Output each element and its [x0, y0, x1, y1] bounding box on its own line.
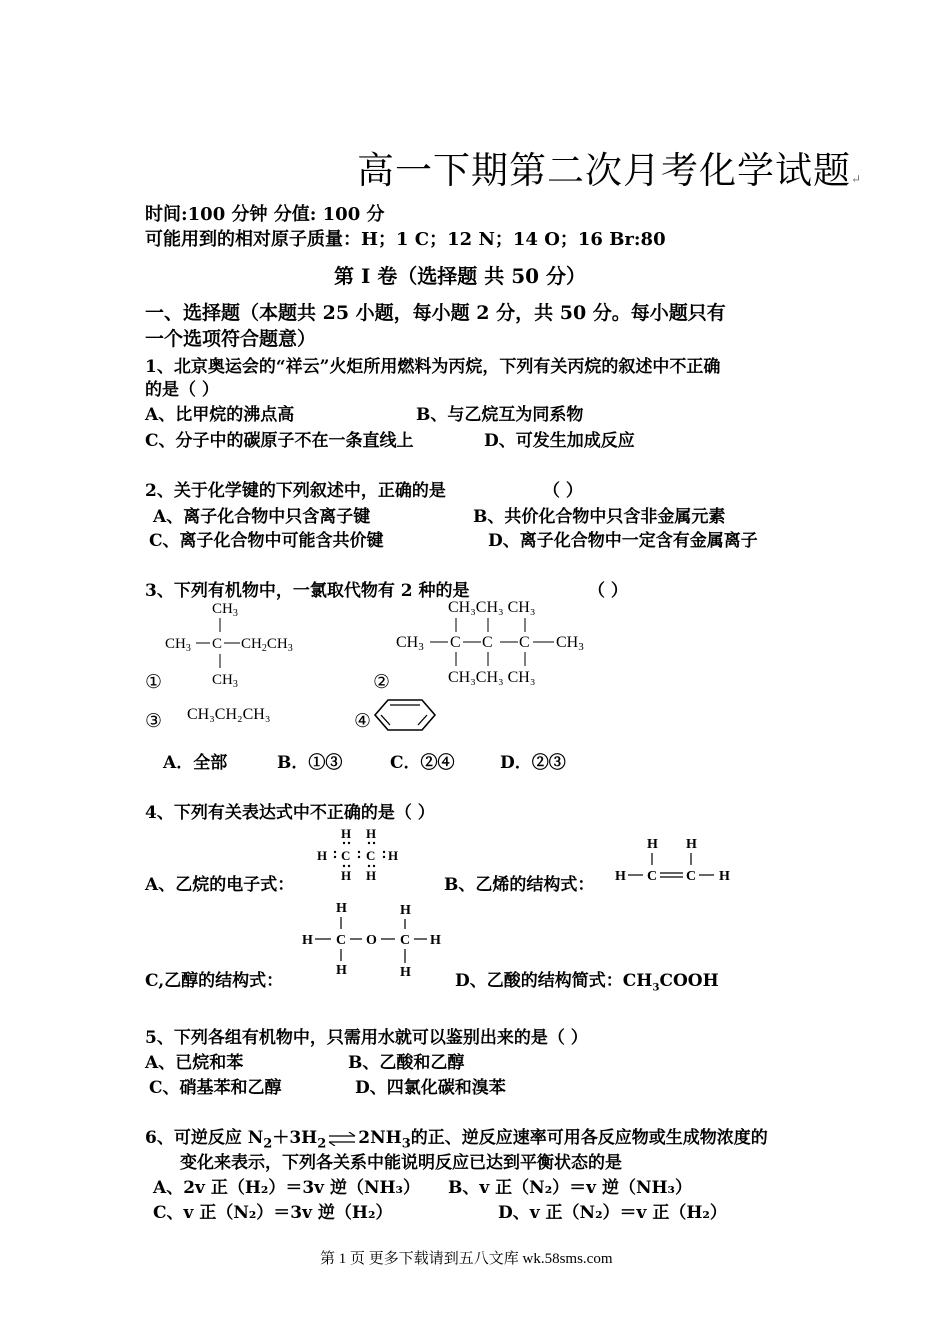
q1-option-c: C、分子中的碳原子不在一条直线上 [145, 431, 414, 451]
instructions-line1: 一、选择题（本题共 25 小题，每小题 2 分，共 50 分。每小题只有 [145, 302, 726, 324]
s1-center-carbon: C [212, 636, 223, 652]
atom-h: H [302, 933, 313, 948]
atom-h: H [615, 869, 626, 884]
q3-label-2: ② [373, 671, 391, 693]
q4-option-c: C,乙醇的结构式： [145, 971, 284, 991]
formula-part: COOH [659, 971, 719, 991]
s2-carbon-2: C [482, 634, 493, 651]
q2-option-c: C、离子化合物中可能含共价键 [149, 531, 384, 551]
atom-h: H [336, 901, 347, 916]
q3-bracket: （ ） [588, 581, 628, 601]
q3-structure-3: CH₃CH₂CH₃ [187, 706, 271, 723]
page-footer: 第 1 页 更多下载请到五八文库 wk.58sms.com [320, 1251, 613, 1267]
q4-ethane-electron-formula [310, 820, 410, 886]
q1-option-a: A、比甲烷的沸点高 [145, 405, 295, 425]
q3-stem: 3、下列有机物中，一氯取代物有 2 种的是 [145, 581, 470, 601]
q3-structure-2 [394, 594, 604, 690]
q1-stem-line2: 的是（ ） [145, 380, 219, 400]
q2-bracket: （ ） [543, 481, 583, 501]
atomic-masses: 可能用到的相对原子质量：H；1 C；12 N；14 O；16 Br:80 [145, 229, 666, 250]
exam-time-score: 时间:100 分钟 分值: 100 分 [145, 204, 385, 225]
s2-right-group: CH3 [556, 634, 584, 653]
q4-ethanol-structure [298, 896, 458, 984]
s2-top-groups: CH₃CH₃ CH₃ [448, 599, 536, 616]
formula-part: CH [622, 971, 653, 991]
s2-bottom-groups: CH₃CH₃ CH₃ [448, 669, 536, 686]
s1-right-group: $CH_2CH_3$ [241, 636, 293, 654]
q5-option-c: C、硝基苯和乙醇 [149, 1078, 282, 1098]
q4-option-b: B、乙烯的结构式： [444, 875, 595, 895]
q5-stem: 5、下列各组有机物中，只需用水就可以鉴别出来的是（ ） [145, 1028, 588, 1048]
s1-bottom-group: $CH_3$ [212, 672, 238, 690]
atom-h: H [400, 965, 411, 980]
q3-label-1: ① [145, 671, 163, 693]
atom-h: H [430, 933, 441, 948]
atom-h: H [366, 826, 377, 841]
q2-option-d: D、离子化合物中一定含有金属离子 [488, 531, 758, 551]
q4-option-d-text: D、乙酸的结构简式： [455, 971, 623, 991]
q3-option-c: C．②④ [390, 753, 455, 773]
atom-c: C [366, 848, 376, 863]
q3-label-4: ④ [354, 710, 372, 732]
s1-top-group: $CH_3$ [212, 601, 238, 619]
atom-c: C [336, 933, 347, 948]
section-title: 第 I 卷（选择题 共 50 分） [334, 264, 587, 288]
atom-h: H [647, 837, 658, 852]
q6-text: ＋3H [272, 1128, 318, 1148]
atom-c: C [400, 933, 411, 948]
q2-option-b: B、共价化合物中只含非金属元素 [473, 507, 726, 527]
s2-carbon-3: C [519, 634, 530, 651]
q3-option-d: D．②③ [500, 753, 566, 773]
q4-option-a: A、乙烷的电子式： [145, 875, 295, 895]
q6-option-c: C、v 正（N₂）＝3v 逆（H₂） [153, 1203, 393, 1223]
q2-option-a: A、离子化合物中只含离子键 [153, 507, 371, 527]
instructions-line2: 一个选项符合题意） [145, 328, 317, 350]
benzene-ring-icon [372, 697, 438, 733]
paragraph-return-mark: ↵ [851, 172, 863, 186]
page-title: 高一下期第二次月考化学试题↵ [357, 149, 863, 192]
q4-stem: 4、下列有关表达式中不正确的是（ ） [145, 803, 435, 823]
atom-o: O [366, 933, 377, 948]
q6-text: 6、可逆反应 N [145, 1128, 264, 1148]
q4-option-d [455, 966, 719, 993]
atom-c: C [686, 869, 697, 884]
atom-h: H [686, 837, 697, 852]
q1-option-d: D、可发生加成反应 [484, 431, 635, 451]
q6-stem-line1: 6、可逆反应 $N_2+3H_2$ $2NH_3$的正、逆反应速率可用各反应物或生成物浓度的 [145, 1128, 768, 1152]
reversible-arrow-icon [327, 1132, 357, 1146]
atom-h: H [341, 868, 352, 883]
atom-h: H [388, 848, 399, 863]
q6-stem-line2: 变化来表示，下列各关系中能说明反应已达到平衡状态的是 [180, 1153, 622, 1173]
q3-structure-1 [160, 596, 320, 692]
atom-h: H [336, 963, 347, 978]
q6-option-d: D、v 正（N₂）＝v 正（H₂） [498, 1203, 727, 1223]
formula-subscript: 3 [652, 981, 660, 994]
atom-c: C [341, 848, 351, 863]
q5-option-b: B、乙酸和乙醇 [348, 1053, 465, 1073]
atom-h: H [400, 903, 411, 918]
q5-option-a: A、已烷和苯 [145, 1053, 244, 1073]
atom-c: C [647, 869, 658, 884]
q3-option-b: B．①③ [277, 753, 343, 773]
s2-left-group: CH3 [396, 634, 424, 653]
q6-option-a: A、2v 正（H₂）＝3v 逆（NH₃） [153, 1178, 420, 1198]
q6-text: 的正、逆反应速率可用各反应物或生成物浓度的 [410, 1128, 768, 1148]
atom-h: H [317, 848, 328, 863]
atom-h: H [366, 868, 377, 883]
q1-stem-line1: 1、北京奥运会的“祥云”火炬所用燃料为丙烷，下列有关丙烷的叙述中不正确 [145, 357, 721, 377]
s2-carbon-1: C [450, 634, 461, 651]
q5-option-d: D、四氯化碳和溴苯 [355, 1078, 506, 1098]
atom-h: H [719, 869, 730, 884]
q3-option-a: A．全部 [163, 753, 228, 773]
q1-option-b: B、与乙烷互为同系物 [416, 405, 584, 425]
q6-option-b: B、v 正（N₂）＝v 逆（NH₃） [448, 1178, 692, 1198]
atom-h: H [341, 826, 352, 841]
q4-ethylene-structure [610, 832, 740, 892]
q3-label-3: ③ [145, 710, 163, 732]
q2-stem: 2、关于化学键的下列叙述中，正确的是 [145, 481, 446, 501]
s1-left-group: $CH_3$ [165, 636, 191, 654]
q6-text: 2NH [358, 1128, 402, 1148]
